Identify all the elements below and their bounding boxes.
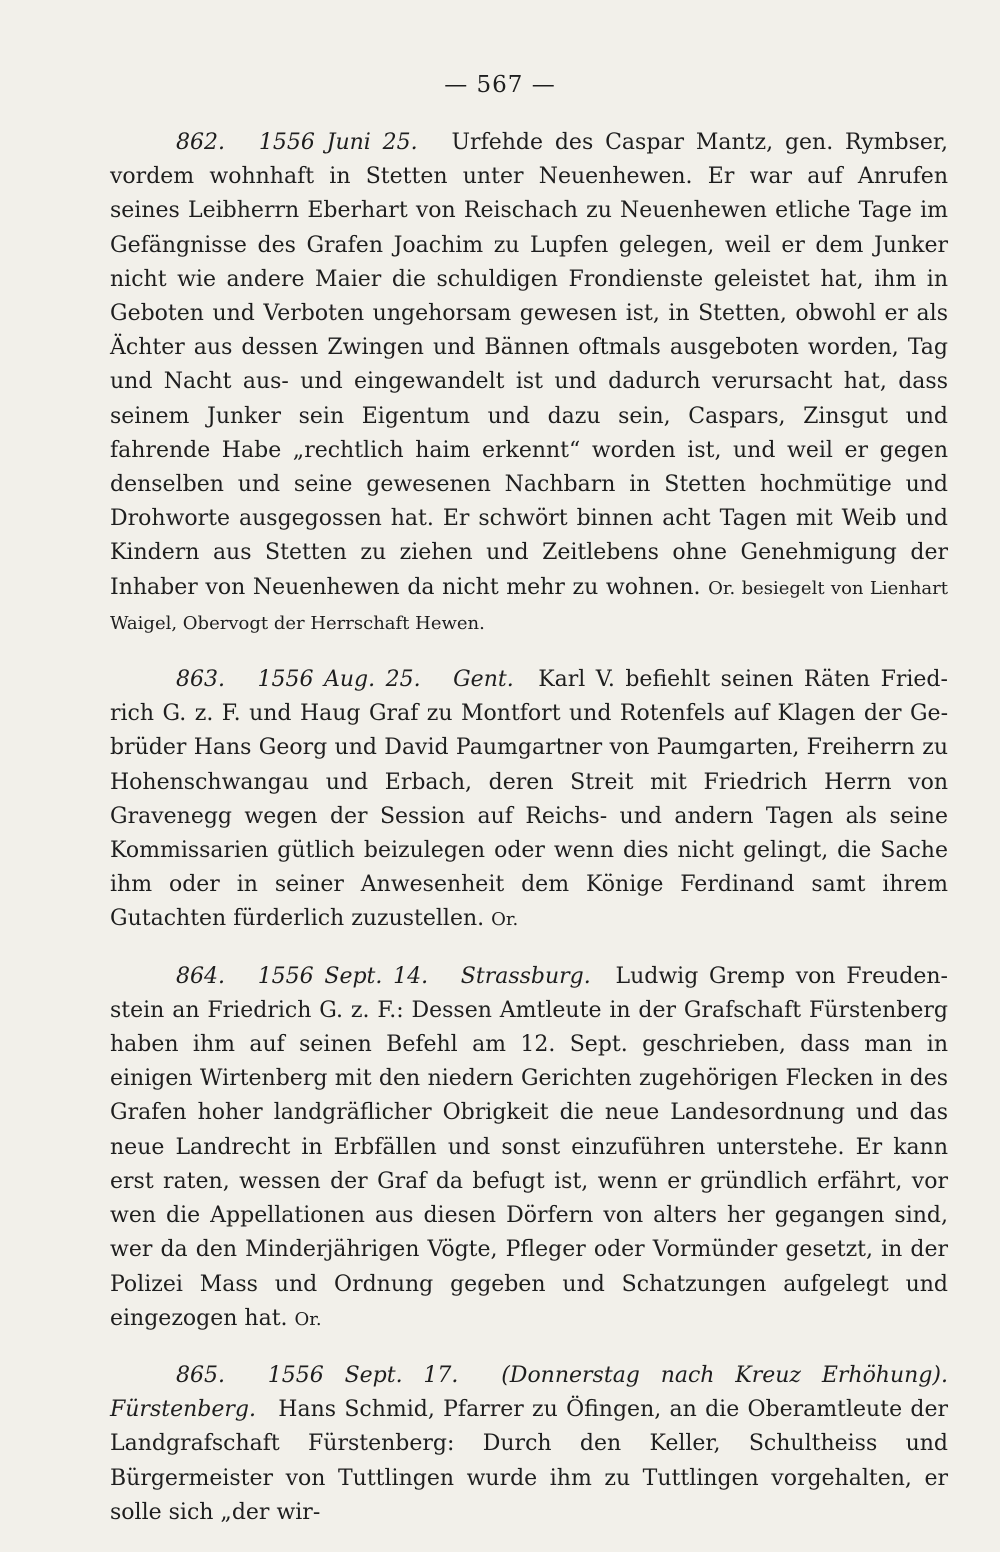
entry-865 (110, 1359, 948, 1530)
entry-863 (110, 663, 948, 938)
entry-date: 1556 Sept. 17. (267, 1362, 459, 1388)
entry-source: Or. besiegelt von Lienhart Waigel, Obervogt der Herrschaft Hewen. (110, 577, 948, 634)
entry-864 (110, 960, 948, 1337)
entries-list (110, 126, 948, 1552)
entry-text: Hans Schmid, Pfarrer zu Öfingen, an die Oberamtleute der Landgrafschaft Fürstenberg: Durch den Keller, Schultheiss und Bürgermeister von Tuttlingen wurde ihm zu Tuttlingen vorgehalten, er solle sich „der wir- (110, 1397, 948, 1525)
entry-date: 1556 Juni 25. (258, 130, 418, 155)
entry-text: Karl V. befiehlt seinen Räten Friedrich G. z. F. und Haug Graf zu Montfort und Rotenfels auf Klagen der Gebrüder Hans Georg und David Paumgartner von Paumgarten, Freiherrn zu Hohenschwangau und Erbach, deren Streit mit Friedrich Herrn von Gravenegg wegen der Session auf Reichs- und andern Tagen als seine Kommissarien gütlich beizulegen oder wenn dies nicht gelingt, die Sache ihm oder in seiner Anwesenheit dem Könige Ferdinand samt ihrem Gutachten fürderlich zuzustellen. (110, 667, 948, 932)
entry-source: Or. (294, 1308, 322, 1330)
entry-place: (Donnerstag nach Kreuz Erhöhung). Fürstenberg. (110, 1362, 948, 1423)
entry-date: 1556 Sept. 14. (257, 963, 429, 989)
entry-number: 864. (176, 963, 225, 989)
entry-source: Or. (491, 909, 519, 931)
entry-number: 865. (176, 1362, 225, 1388)
entry-text: Ludwig Gremp von Freudenstein an Friedrich G. z. F.: Dessen Amtleute in der Grafschaft Fürstenberg haben ihm auf seinen Befehl am 12. Sept. geschrieben, dass man in einigen Wirtenberg mit den niedern Gerichten zugehörigen Flecken in des Grafen hoher landgräflicher Obrigkeit die neue Landesordnung und das neue Landrecht in Erbfällen und sonst einzuführen unterstehe. Er kann erst raten, wessen der Graf da befugt ist, wenn er gründlich erfährt, vor wen die Appellationen aus diesen Dörfern von alters her gegangen sind, wer da den Minderjährigen Vögte, Pfleger oder Vormünder gesetzt, in der Polizei Mass und Ordnung gegeben und Schatzungen aufgelegt und eingezogen hat. (110, 963, 948, 1331)
entry-date: 1556 Aug. 25. (257, 667, 421, 693)
entry-place: Strassburg. (460, 963, 591, 989)
page-number: — 567 — (444, 72, 556, 98)
entry-862 (110, 126, 948, 641)
entry-place: Gent. (453, 667, 514, 693)
entry-text: Urfehde des Caspar Mantz, gen. Rymbser, vordem wohnhaft in Stetten unter Neuenhewen. Er war auf Anrufen seines Leibherrn Eberhart von Reischach zu Neuenhewen etliche Tage im Gefängnisse des Grafen Joachim zu Lupfen gelegen, weil er dem Junker nicht wie andere Maier die schuldigen Frondienste geleistet hat, ihm in Geboten und Verboten ungehorsam gewesen ist, in Stetten, obwohl er als Ächter aus dessen Zwingen und Bännen oftmals ausgeboten worden, Tag und Nacht aus- und eingewandelt ist und dadurch verursacht hat, dass seinem Junker sein Eigentum und dazu sein, Caspars, Zinsgut und fahrende Habe „rechtlich haim erkennt“ worden ist, und weil er gegen denselben und seine gewesenen Nachbarn in Stetten hochmütige und Drohworte ausgegossen hat. Er schwört binnen acht Tagen mit Weib und Kindern aus Stetten zu ziehen und Zeitlebens ohne Genehmigung der Inhaber von Neuenhewen da nicht mehr zu wohnen. (110, 130, 948, 600)
entry-number: 862. (176, 130, 225, 155)
entry-number: 863. (176, 667, 225, 693)
